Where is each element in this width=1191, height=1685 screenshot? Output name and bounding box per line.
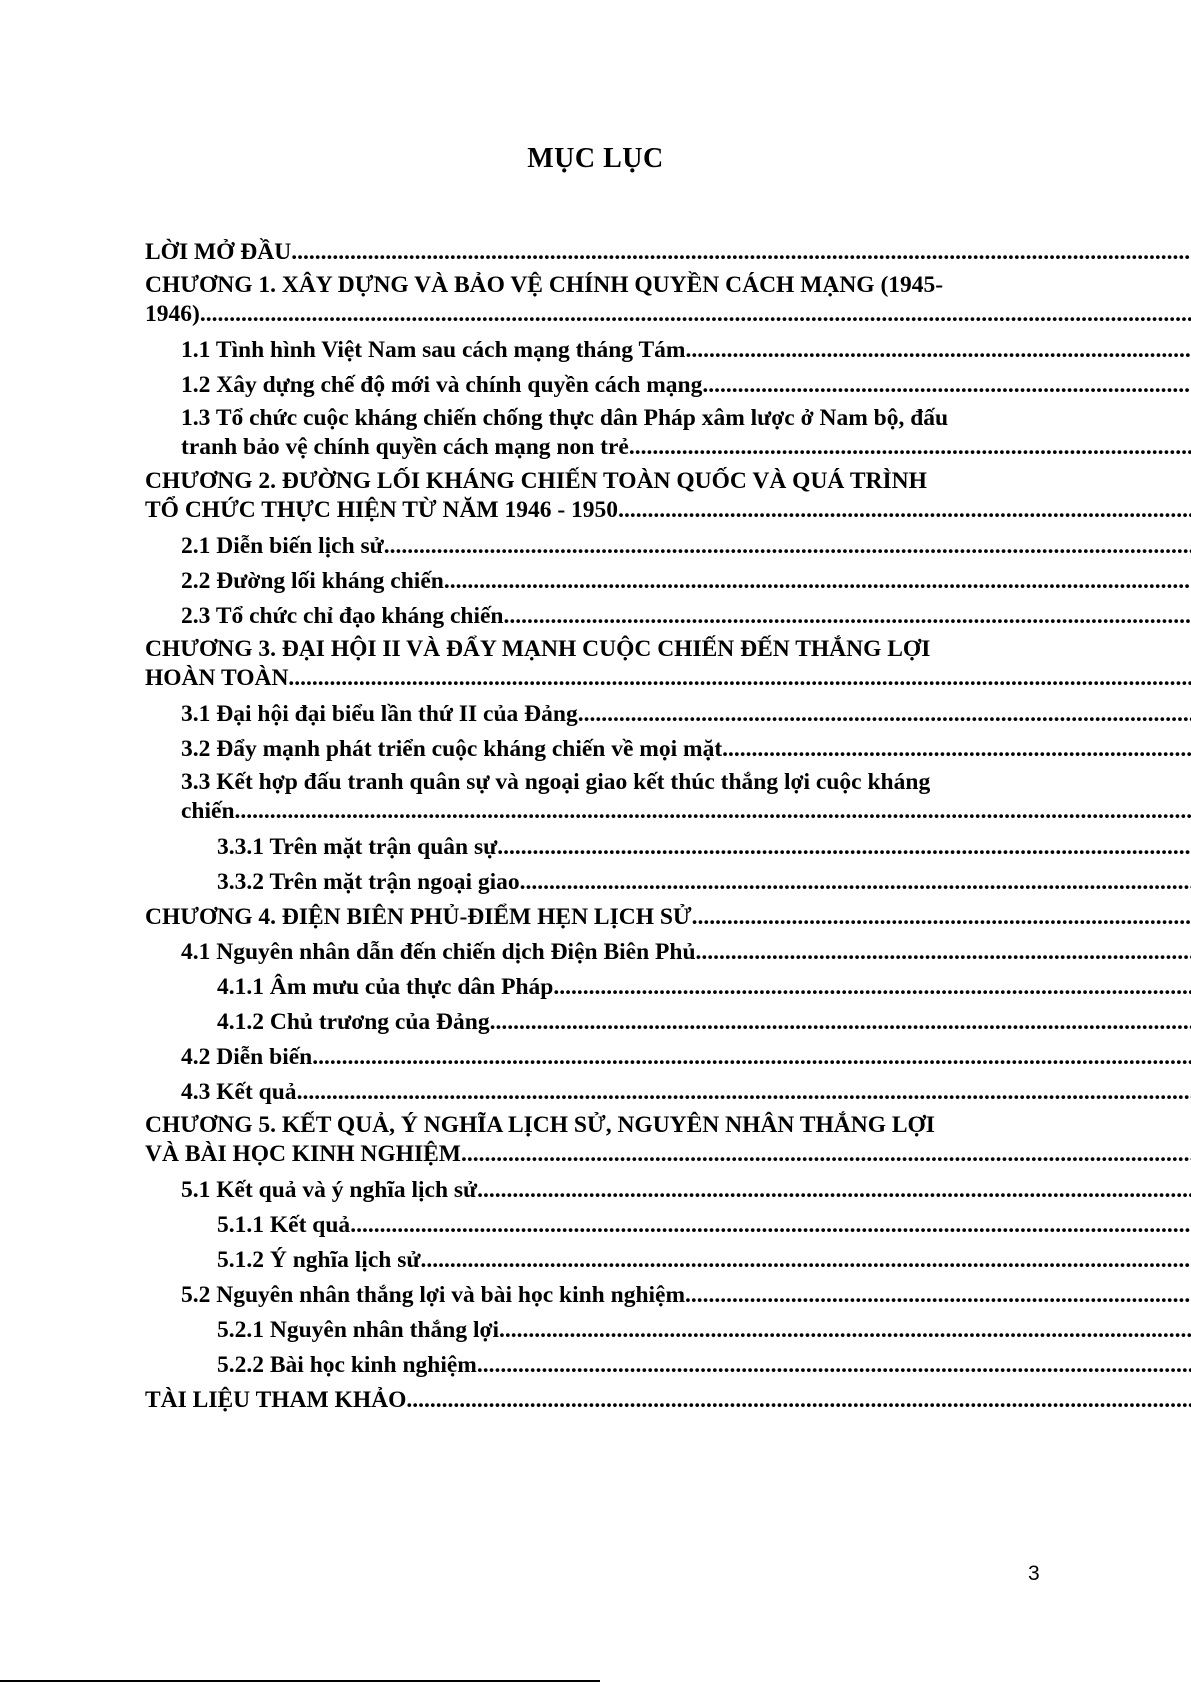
toc-entry-title: 5.2 Nguyên nhân thắng lợi và bài học kinh nghiệm .....: [181, 1282, 1191, 1308]
toc-entry-title-continued: HOÀN TOÀN .....: [145, 665, 1191, 691]
toc-entry-title: CHƯƠNG 2. ĐƯỜNG LỐI KHÁNG CHIẾN TOÀN QUỐC VÀ QUÁ TRÌNH: [145, 468, 927, 494]
toc-entry-title: 4.2 Diễn biến .....: [181, 1044, 1191, 1070]
toc-entry-title: LỜI MỞ ĐẦU .....: [145, 239, 1191, 265]
toc-entry[interactable]: [145, 236, 1191, 268]
toc-entry[interactable]: [145, 768, 1191, 828]
toc-entry[interactable]: [145, 1314, 1191, 1346]
toc-entry-title: 4.1.2 Chủ trương của Đảng .....: [217, 1009, 1191, 1035]
toc-entry-title: 2.2 Đường lối kháng chiến .....: [181, 568, 1191, 594]
toc-entry[interactable]: [145, 1006, 1191, 1038]
bottom-rule: [0, 1680, 600, 1682]
toc-entry[interactable]: [145, 936, 1191, 968]
toc-entry[interactable]: [145, 1174, 1191, 1206]
toc-entry[interactable]: [145, 467, 1191, 527]
toc-entry[interactable]: [145, 901, 1191, 933]
toc-entry[interactable]: [145, 1244, 1191, 1276]
toc-entry-title: 4.1.1 Âm mưu của thực dân Pháp .....: [217, 974, 1191, 1000]
toc-entry-title: 2.3 Tổ chức chỉ đạo kháng chiến .....: [181, 603, 1191, 629]
toc-entry[interactable]: [145, 866, 1191, 898]
toc-entry[interactable]: [145, 1076, 1191, 1108]
toc-entry-title: CHƯƠNG 5. KẾT QUẢ, Ý NGHĨA LỊCH SỬ, NGUYÊN NHÂN THẮNG LỢI: [145, 1112, 935, 1138]
toc-entry-title: 3.3.2 Trên mặt trận ngoại giao .....: [217, 869, 1191, 895]
toc-entry-title: 5.1.2 Ý nghĩa lịch sử .....: [217, 1247, 1191, 1273]
toc-entry[interactable]: [145, 1209, 1191, 1241]
toc-entry[interactable]: [145, 698, 1191, 730]
toc-entry[interactable]: [145, 1349, 1191, 1381]
toc-entry-title: 5.1.1 Kết quả .....: [217, 1212, 1191, 1238]
toc-entry-title: 3.1 Đại hội đại biểu lần thứ II của Đảng .....: [181, 701, 1191, 727]
table-of-contents: [145, 236, 1191, 1419]
toc-entry-title-continued: 1946) .....: [145, 301, 1191, 327]
toc-entry-title: 3.3 Kết hợp đấu tranh quân sự và ngoại giao kết thúc thắng lợi cuộc kháng: [181, 769, 931, 795]
toc-entry-title: 1.2 Xây dựng chế độ mới và chính quyền cách mạng .....: [181, 372, 1191, 398]
toc-entry[interactable]: [145, 831, 1191, 863]
toc-entry-title: 5.2.1 Nguyên nhân thắng lợi .....: [217, 1317, 1191, 1343]
toc-entry[interactable]: [145, 635, 1191, 695]
toc-entry-title-continued: VÀ BÀI HỌC KINH NGHIỆM .....: [145, 1141, 1191, 1167]
page-number: 3: [1028, 1562, 1040, 1585]
toc-entry-title: 4.1 Nguyên nhân dẫn đến chiến dịch Điện Biên Phủ .....: [181, 939, 1191, 965]
toc-entry[interactable]: [145, 1111, 1191, 1171]
page-title: MỤC LỤC: [527, 143, 664, 174]
toc-entry-title: 1.3 Tổ chức cuộc kháng chiến chống thực dân Pháp xâm lược ở Nam bộ, đấu: [181, 405, 949, 431]
toc-entry-title: CHƯƠNG 4. ĐIỆN BIÊN PHỦ-ĐIỂM HẸN LỊCH SỬ .....: [145, 904, 1191, 930]
toc-entry-title: CHƯƠNG 1. XÂY DỰNG VÀ BẢO VỆ CHÍNH QUYỀN CÁCH MẠNG (1945-: [145, 272, 944, 298]
toc-entry-title-continued: chiến .....: [181, 798, 1191, 824]
toc-entry[interactable]: [145, 1384, 1191, 1416]
toc-entry-title: 2.1 Diễn biến lịch sử .....: [181, 533, 1191, 559]
toc-entry[interactable]: [145, 334, 1191, 366]
toc-entry-title: TÀI LIỆU THAM KHẢO .....: [145, 1387, 1191, 1413]
toc-entry-title: CHƯƠNG 3. ĐẠI HỘI II VÀ ĐẨY MẠNH CUỘC CHIẾN ĐẾN THẮNG LỢI: [145, 636, 931, 662]
toc-entry-title: 1.1 Tình hình Việt Nam sau cách mạng tháng Tám .....: [181, 337, 1191, 363]
toc-entry-title: 3.2 Đẩy mạnh phát triển cuộc kháng chiến về mọi mặt .....: [181, 736, 1191, 762]
toc-entry[interactable]: [145, 971, 1191, 1003]
toc-entry[interactable]: [145, 404, 1191, 464]
toc-entry[interactable]: [145, 600, 1191, 632]
toc-entry-title-continued: TỔ CHỨC THỰC HIỆN TỪ NĂM 1946 - 1950 .....: [145, 497, 1191, 523]
toc-entry-title: 5.1 Kết quả và ý nghĩa lịch sử .....: [181, 1177, 1191, 1203]
toc-entry-title: 4.3 Kết quả .....: [181, 1079, 1191, 1105]
toc-entry-title-continued: tranh bảo vệ chính quyền cách mạng non trẻ .....: [181, 434, 1191, 460]
toc-entry-title: 3.3.1 Trên mặt trận quân sự .....: [217, 834, 1191, 860]
toc-entry[interactable]: [145, 565, 1191, 597]
toc-entry[interactable]: [145, 1041, 1191, 1073]
toc-entry[interactable]: [145, 369, 1191, 401]
toc-entry[interactable]: [145, 1279, 1191, 1311]
toc-entry[interactable]: [145, 530, 1191, 562]
toc-entry[interactable]: [145, 733, 1191, 765]
toc-entry[interactable]: [145, 271, 1191, 331]
toc-entry-title: 5.2.2 Bài học kinh nghiệm .....: [217, 1352, 1191, 1378]
